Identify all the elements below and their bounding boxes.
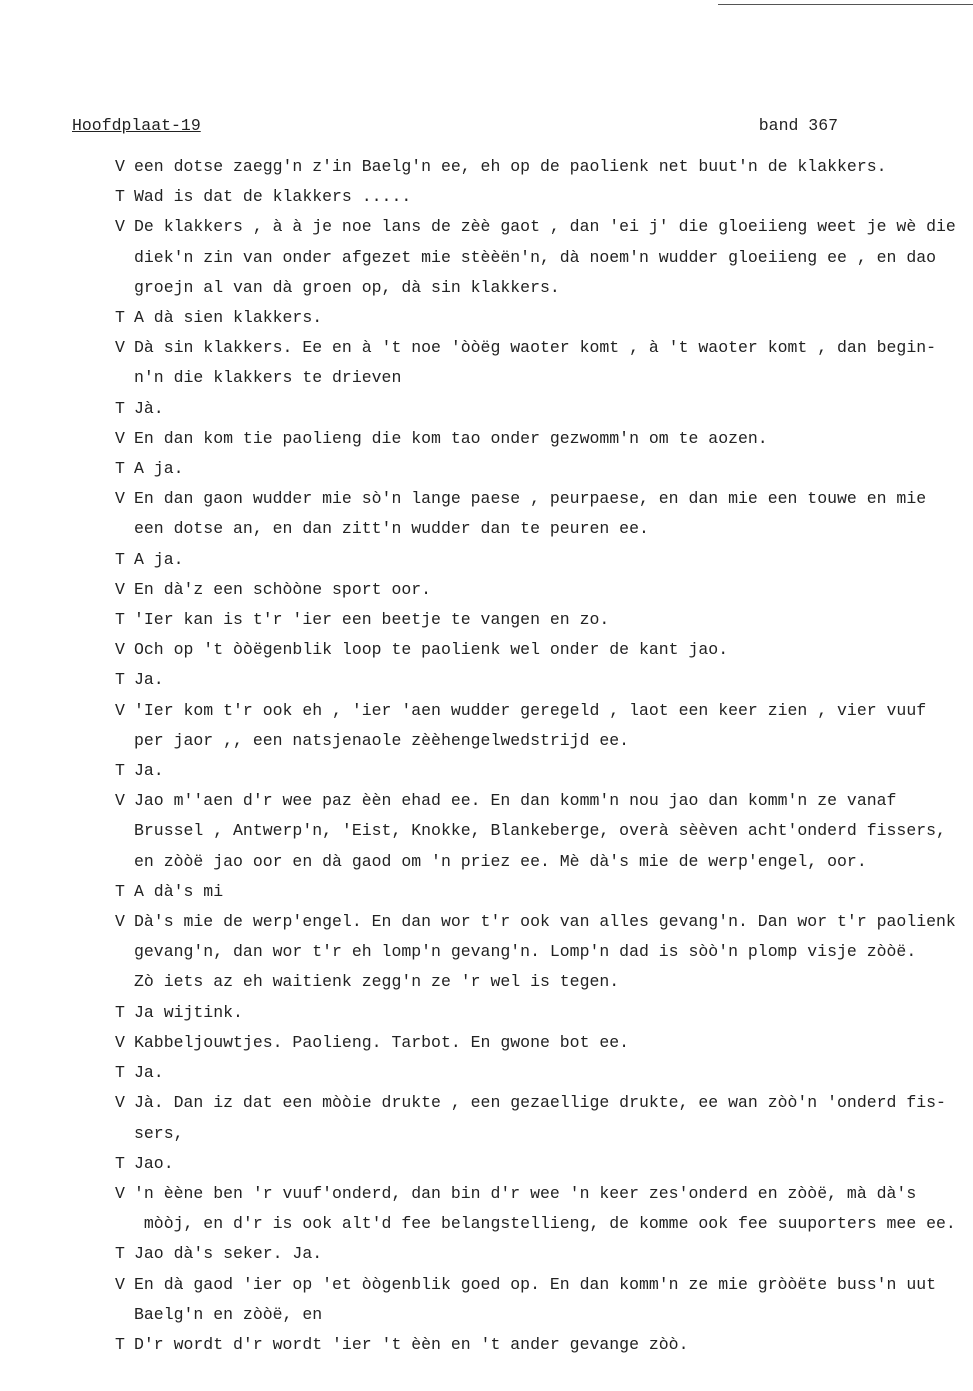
- utterance: [134, 907, 967, 998]
- utterance: [134, 484, 967, 544]
- utterance: [134, 545, 967, 575]
- utterance-line: En dan gaon wudder mie sò'n lange paese , peurpaese, en dan mie een touwe en mie: [134, 489, 927, 509]
- dialogue-turn: [115, 756, 967, 786]
- utterance: [134, 1058, 967, 1088]
- dialogue-turn: [115, 786, 967, 877]
- utterance: [134, 454, 967, 484]
- dialogue-turn: [115, 907, 967, 998]
- dialogue-turn: [115, 1149, 967, 1179]
- utterance-line: Och op 't òòëgenblik loop te paolienk wel onder de kant jao.: [134, 640, 729, 660]
- dialogue-turn: [115, 1028, 967, 1058]
- utterance-line: Baelg'n en zòòë, en: [134, 1304, 323, 1324]
- utterance-line: Brussel , Antwerp'n, 'Eist, Knokke, Blankeberge, overà sèèven acht'onderd fissers,: [134, 821, 946, 841]
- utterance: [134, 1028, 967, 1058]
- utterance-line: En dan kom tie paolieng die kom tao onder gezwomm'n om te aozen.: [134, 428, 768, 448]
- speaker-label: T: [115, 459, 125, 479]
- speaker-label: V: [115, 1274, 125, 1294]
- utterance-line: 'n èène ben 'r vuuf'onderd, dan bin d'r wee 'n keer zes'onderd en zòòë, mà dà's: [134, 1183, 917, 1203]
- dialogue-turn: [115, 665, 967, 695]
- utterance-line: D'r wordt d'r wordt 'ier 't èèn en 't ander gevange zòò.: [134, 1334, 689, 1354]
- speaker-label: V: [115, 217, 125, 237]
- dialogue-turn: [115, 1270, 967, 1330]
- dialogue-turn: [115, 454, 967, 484]
- utterance-line: Jà.: [134, 398, 164, 418]
- utterance-line: Ja wijtink.: [134, 1002, 243, 1022]
- utterance-line: en zòòë jao oor en dà gaod om 'n priez ee. Mè dà's mie de werp'engel, oor.: [134, 851, 867, 871]
- dialogue-turn: [115, 575, 967, 605]
- utterance-line: mòòj, en d'r is ook alt'd fee belangstellieng, de komme ook fee suuporters mee ee.: [134, 1214, 956, 1234]
- utterance-line: Dà sin klakkers. Ee en à 't noe 'òòëg waoter komt , à 't waoter komt , dan begin-: [134, 338, 937, 358]
- dialogue-turn: [115, 333, 967, 393]
- utterance-line: 'Ier kan is t'r 'ier een beetje te vangen en zo.: [134, 610, 610, 630]
- dialogue-turn: [115, 1058, 967, 1088]
- speaker-label: T: [115, 1002, 125, 1022]
- dialogue-turn: [115, 877, 967, 907]
- speaker-label: T: [115, 881, 125, 901]
- utterance-line: Ja.: [134, 761, 164, 781]
- utterance-line: diek'n zin van onder afgezet mie stèèën'n, dà noem'n wudder gloeiieng ee , en dao: [134, 247, 937, 267]
- utterance-line: gevang'n, dan wor t'r eh lomp'n gevang'n. Lomp'n dad is sòò'n plomp visje zòòë.: [134, 942, 917, 962]
- utterance: [134, 152, 967, 182]
- utterance: [134, 182, 967, 212]
- speaker-label: V: [115, 489, 125, 509]
- utterance-line: Kabbeljouwtjes. Paolieng. Tarbot. En gwone bot ee.: [134, 1032, 630, 1052]
- utterance-line: Dà's mie de werp'engel. En dan wor t'r ook van alles gevang'n. Dan wor t'r paolienk: [134, 912, 956, 932]
- utterance: [134, 1270, 967, 1330]
- speaker-label: T: [115, 670, 125, 690]
- utterance-line: Wad is dat de klakkers .....: [134, 187, 412, 207]
- utterance-line: En dà'z een schòòne sport oor.: [134, 579, 432, 599]
- speaker-label: T: [115, 761, 125, 781]
- utterance-line: A ja.: [134, 459, 184, 479]
- utterance-line: een dotse an, en dan zitt'n wudder dan te peuren ee.: [134, 519, 649, 539]
- utterance: [134, 575, 967, 605]
- dialogue-turn: [115, 152, 967, 182]
- dialogue-turn: [115, 394, 967, 424]
- dialogue-turn: [115, 212, 967, 303]
- utterance: [134, 1239, 967, 1269]
- utterance: [134, 1330, 967, 1360]
- dialogue-turn: [115, 1330, 967, 1360]
- utterance-line: En dà gaod 'ier op 'et òògenblik goed op. En dan komm'n ze mie gròòëte buss'n uut: [134, 1274, 937, 1294]
- speaker-label: V: [115, 1032, 125, 1052]
- page-header: [72, 116, 838, 135]
- speaker-label: V: [115, 338, 125, 358]
- top-rule: [718, 4, 973, 5]
- utterance-line: per jaor ,, een natsjenaole zèèhengelwedstrijd ee.: [134, 730, 630, 750]
- utterance: [134, 303, 967, 333]
- speaker-label: V: [115, 579, 125, 599]
- utterance: [134, 424, 967, 454]
- dialogue-turn: [115, 1239, 967, 1269]
- utterance-line: groejn al van dà groen op, dà sin klakkers.: [134, 277, 560, 297]
- speaker-label: V: [115, 791, 125, 811]
- dialogue-turn: [115, 1179, 967, 1239]
- speaker-label: T: [115, 398, 125, 418]
- speaker-label: T: [115, 1153, 125, 1173]
- utterance: [134, 1088, 967, 1148]
- dialogue-turn: [115, 635, 967, 665]
- utterance: [134, 696, 967, 756]
- utterance: [134, 333, 967, 393]
- utterance-line: 'Ier kom t'r ook eh , 'ier 'aen wudder geregeld , laot een keer zien , vier vuuf: [134, 700, 927, 720]
- transcript-body: [115, 152, 967, 1360]
- utterance: [134, 1179, 967, 1239]
- utterance: [134, 394, 967, 424]
- utterance-line: Ja.: [134, 670, 164, 690]
- speaker-label: T: [115, 1063, 125, 1083]
- utterance: [134, 665, 967, 695]
- speaker-label: T: [115, 187, 125, 207]
- dialogue-turn: [115, 424, 967, 454]
- utterance-line: Ja.: [134, 1063, 164, 1083]
- utterance: [134, 786, 967, 877]
- speaker-label: T: [115, 308, 125, 328]
- dialogue-turn: [115, 545, 967, 575]
- dialogue-turn: [115, 605, 967, 635]
- utterance-line: A dà's mi: [134, 881, 224, 901]
- utterance: [134, 212, 967, 303]
- dialogue-turn: [115, 303, 967, 333]
- utterance-line: De klakkers , à à je noe lans de zèè gaot , dan 'ei j' die gloeiieng weet je wè die: [134, 217, 956, 237]
- speaker-label: V: [115, 1093, 125, 1113]
- utterance-line: Jao dà's seker. Ja.: [134, 1244, 323, 1264]
- utterance-line: Zò iets az eh waitienk zegg'n ze 'r wel is tegen.: [134, 972, 620, 992]
- utterance: [134, 1149, 967, 1179]
- speaker-label: T: [115, 610, 125, 630]
- utterance-line: Jao.: [134, 1153, 174, 1173]
- speaker-label: V: [115, 157, 125, 176]
- utterance: [134, 635, 967, 665]
- speaker-label: T: [115, 1244, 125, 1264]
- utterance: [134, 877, 967, 907]
- utterance-line: Jao m''aen d'r wee paz èèn ehad ee. En dan komm'n nou jao dan komm'n ze vanaf: [134, 791, 897, 811]
- utterance: [134, 605, 967, 635]
- utterance-line: Jà. Dan iz dat een mòòie drukte , een gezaellige drukte, ee wan zòò'n 'onderd fis-: [134, 1093, 946, 1113]
- tape-number: band 367: [758, 116, 838, 135]
- dialogue-turn: [115, 182, 967, 212]
- dialogue-turn: [115, 998, 967, 1028]
- utterance-line: n'n die klakkers te drieven: [134, 368, 402, 388]
- dialogue-turn: [115, 1088, 967, 1148]
- speaker-label: V: [115, 912, 125, 932]
- speaker-label: V: [115, 700, 125, 720]
- utterance-line: een dotse zaegg'n z'in Baelg'n ee, eh op de paolienk net buut'n de klakkers.: [134, 157, 887, 176]
- speaker-label: T: [115, 1334, 125, 1354]
- speaker-label: V: [115, 640, 125, 660]
- utterance: [134, 998, 967, 1028]
- speaker-label: V: [115, 1183, 125, 1203]
- utterance-line: sers,: [134, 1123, 184, 1143]
- speaker-label: V: [115, 428, 125, 448]
- utterance-line: A dà sien klakkers.: [134, 308, 323, 328]
- utterance: [134, 756, 967, 786]
- dialogue-turn: [115, 484, 967, 544]
- utterance-line: A ja.: [134, 549, 184, 569]
- speaker-label: T: [115, 549, 125, 569]
- transcript-title: Hoofdplaat-19: [72, 116, 201, 135]
- dialogue-turn: [115, 696, 967, 756]
